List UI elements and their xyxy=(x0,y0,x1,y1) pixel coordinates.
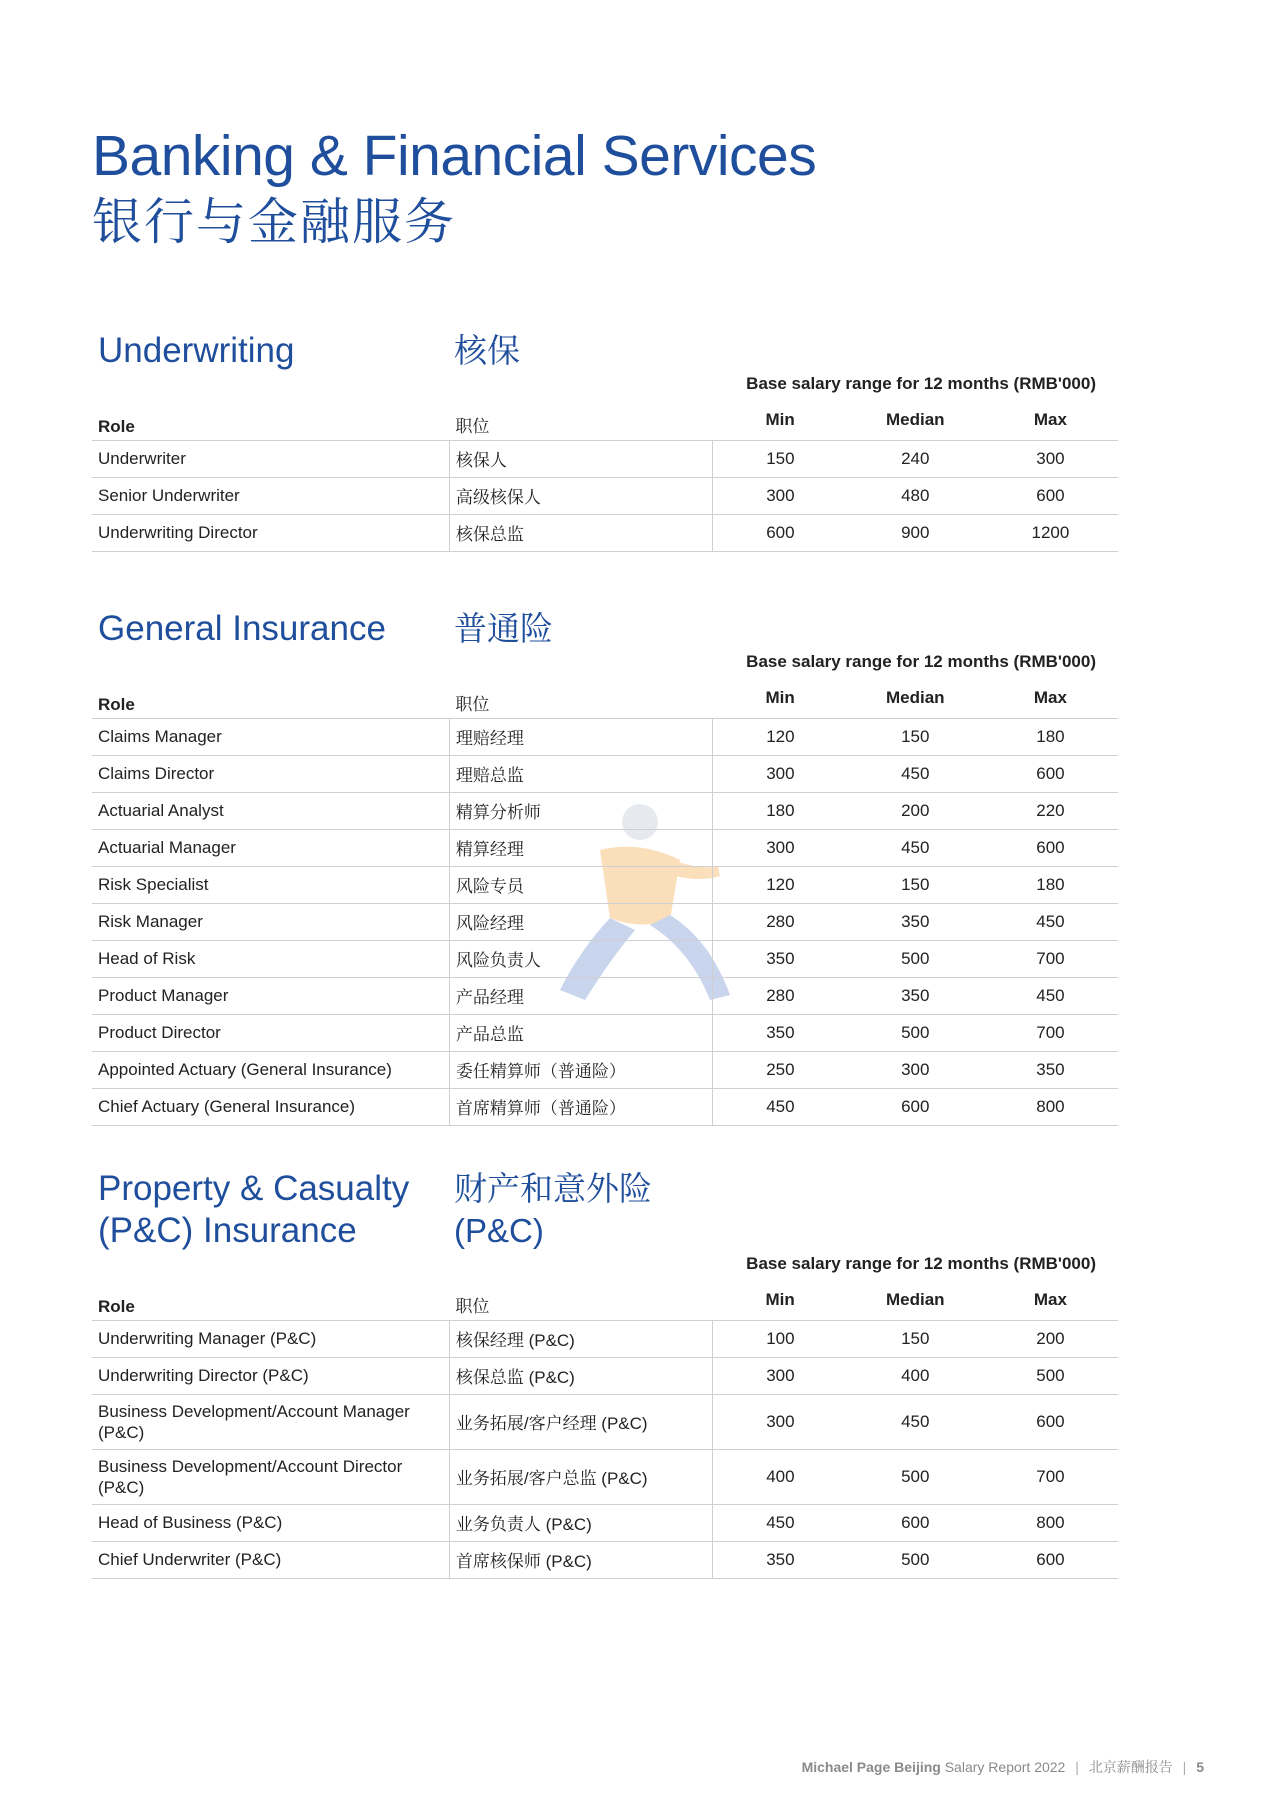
role-cell: Head of Business (P&C) xyxy=(92,1504,449,1541)
salary-table xyxy=(92,1284,1118,1579)
median-cell: 450 xyxy=(848,829,983,866)
col-role: Role xyxy=(92,1284,449,1320)
salary-range-label: Base salary range for 12 months (RMB'000) xyxy=(746,652,1096,671)
min-cell: 450 xyxy=(713,1504,848,1541)
col-max: Max xyxy=(983,1284,1118,1320)
footer-report-cn: 北京薪酬报告 xyxy=(1088,1759,1173,1775)
median-cell: 400 xyxy=(848,1357,983,1394)
table-row xyxy=(92,755,1118,792)
max-cell: 600 xyxy=(983,755,1118,792)
median-cell: 600 xyxy=(848,1504,983,1541)
min-cell: 280 xyxy=(713,977,848,1014)
role-cell: Underwriting Director (P&C) xyxy=(92,1357,449,1394)
role-cell: Chief Underwriter (P&C) xyxy=(92,1541,449,1578)
min-cell: 300 xyxy=(713,1357,848,1394)
role-cn-cell: 风险负责人 xyxy=(449,940,712,977)
role-cn-cell: 精算经理 xyxy=(449,829,712,866)
table-row xyxy=(92,1541,1118,1578)
col-median: Median xyxy=(848,404,983,440)
section-title-cn: 核保 xyxy=(454,332,520,369)
col-role-cn: 职位 xyxy=(449,682,712,718)
col-min: Min xyxy=(713,1284,848,1320)
median-cell: 240 xyxy=(848,440,983,477)
section-title-line2: (P&C) Insurance xyxy=(98,1211,357,1250)
table-row xyxy=(92,1394,1118,1449)
median-cell: 500 xyxy=(848,1014,983,1051)
max-cell: 500 xyxy=(983,1357,1118,1394)
table-row xyxy=(92,514,1118,551)
page-title-cn: 银行与金融服务 xyxy=(92,194,456,250)
max-cell: 1200 xyxy=(983,514,1118,551)
table-row xyxy=(92,477,1118,514)
max-cell: 800 xyxy=(983,1088,1118,1125)
role-cell: Appointed Actuary (General Insurance) xyxy=(92,1051,449,1088)
role-cell: Claims Manager xyxy=(92,718,449,755)
median-cell: 150 xyxy=(848,866,983,903)
salary-table xyxy=(92,404,1118,552)
role-cn-cell: 产品经理 xyxy=(449,977,712,1014)
table-row xyxy=(92,903,1118,940)
table-row xyxy=(92,1504,1118,1541)
median-cell: 450 xyxy=(848,755,983,792)
min-cell: 250 xyxy=(713,1051,848,1088)
max-cell: 200 xyxy=(983,1320,1118,1357)
table-row xyxy=(92,1320,1118,1357)
page-title: Banking & Financial Services xyxy=(92,124,817,188)
min-cell: 600 xyxy=(713,514,848,551)
role-cn-cell: 核保总监 xyxy=(449,514,712,551)
min-cell: 280 xyxy=(713,903,848,940)
col-role-cn: 职位 xyxy=(449,404,712,440)
role-cell: Underwriter xyxy=(92,440,449,477)
table-row xyxy=(92,940,1118,977)
table-row xyxy=(92,866,1118,903)
min-cell: 300 xyxy=(713,1394,848,1449)
role-cn-cell: 首席核保师 (P&C) xyxy=(449,1541,712,1578)
min-cell: 120 xyxy=(713,718,848,755)
footer-divider: | xyxy=(1182,1759,1187,1775)
role-cn-cell: 委任精算师（普通险） xyxy=(449,1051,712,1088)
table-row xyxy=(92,440,1118,477)
role-cell: Head of Risk xyxy=(92,940,449,977)
footer-report: Salary Report 2022 xyxy=(944,1759,1066,1775)
role-cn-cell: 核保总监 (P&C) xyxy=(449,1357,712,1394)
role-cell: Senior Underwriter xyxy=(92,477,449,514)
role-cn-cell: 理赔经理 xyxy=(449,718,712,755)
section-property-casualty xyxy=(92,1168,1118,1571)
max-cell: 600 xyxy=(983,829,1118,866)
role-cell: Actuarial Analyst xyxy=(92,792,449,829)
role-cell: Business Development/Account Manager (P&C) xyxy=(92,1394,449,1449)
min-cell: 180 xyxy=(713,792,848,829)
max-cell: 180 xyxy=(983,866,1118,903)
max-cell: 450 xyxy=(983,903,1118,940)
max-cell: 350 xyxy=(983,1051,1118,1088)
min-cell: 150 xyxy=(713,440,848,477)
table-row xyxy=(92,1014,1118,1051)
median-cell: 600 xyxy=(848,1088,983,1125)
page-footer xyxy=(802,1757,1204,1777)
role-cell: Actuarial Manager xyxy=(92,829,449,866)
max-cell: 700 xyxy=(983,1014,1118,1051)
role-cell: Claims Director xyxy=(92,755,449,792)
max-cell: 600 xyxy=(983,477,1118,514)
table-row xyxy=(92,1449,1118,1504)
role-cell: Risk Specialist xyxy=(92,866,449,903)
col-median: Median xyxy=(848,1284,983,1320)
median-cell: 480 xyxy=(848,477,983,514)
max-cell: 450 xyxy=(983,977,1118,1014)
col-min: Min xyxy=(713,682,848,718)
median-cell: 150 xyxy=(848,1320,983,1357)
section-title-cn: 普通险 xyxy=(454,610,553,647)
table-row xyxy=(92,829,1118,866)
max-cell: 700 xyxy=(983,1449,1118,1504)
table-row xyxy=(92,792,1118,829)
role-cell: Business Development/Account Director (P&C) xyxy=(92,1449,449,1504)
section-title: Underwriting xyxy=(98,331,295,370)
section-title-line1: Property & Casualty xyxy=(98,1169,410,1208)
median-cell: 500 xyxy=(848,1449,983,1504)
min-cell: 400 xyxy=(713,1449,848,1504)
footer-divider: | xyxy=(1075,1759,1079,1775)
role-cell: Risk Manager xyxy=(92,903,449,940)
section-general-insurance xyxy=(92,608,1118,1118)
median-cell: 150 xyxy=(848,718,983,755)
role-cn-cell: 核保经理 (P&C) xyxy=(449,1320,712,1357)
col-min: Min xyxy=(713,404,848,440)
max-cell: 700 xyxy=(983,940,1118,977)
col-max: Max xyxy=(983,682,1118,718)
section-title-cn-line1: 财产和意外险 xyxy=(454,1170,652,1207)
role-cell: Chief Actuary (General Insurance) xyxy=(92,1088,449,1125)
role-cn-cell: 风险专员 xyxy=(449,866,712,903)
col-role: Role xyxy=(92,404,449,440)
median-cell: 450 xyxy=(848,1394,983,1449)
min-cell: 350 xyxy=(713,1014,848,1051)
col-median: Median xyxy=(848,682,983,718)
median-cell: 500 xyxy=(848,1541,983,1578)
table-row xyxy=(92,1051,1118,1088)
salary-range-label: Base salary range for 12 months (RMB'000) xyxy=(746,1254,1096,1273)
median-cell: 300 xyxy=(848,1051,983,1088)
max-cell: 800 xyxy=(983,1504,1118,1541)
max-cell: 220 xyxy=(983,792,1118,829)
max-cell: 600 xyxy=(983,1541,1118,1578)
median-cell: 350 xyxy=(848,977,983,1014)
role-cell: Underwriting Director xyxy=(92,514,449,551)
max-cell: 300 xyxy=(983,440,1118,477)
role-cn-cell: 首席精算师（普通险） xyxy=(449,1088,712,1125)
page-number: 5 xyxy=(1196,1759,1204,1775)
table-row xyxy=(92,977,1118,1014)
role-cell: Underwriting Manager (P&C) xyxy=(92,1320,449,1357)
max-cell: 180 xyxy=(983,718,1118,755)
section-title xyxy=(98,1168,409,1252)
section-underwriting xyxy=(92,330,1118,544)
role-cn-cell: 高级核保人 xyxy=(449,477,712,514)
role-cn-cell: 精算分析师 xyxy=(449,792,712,829)
min-cell: 300 xyxy=(713,477,848,514)
role-cn-cell: 业务拓展/客户总监 (P&C) xyxy=(449,1449,712,1504)
salary-range-label: Base salary range for 12 months (RMB'000) xyxy=(746,374,1096,393)
median-cell: 900 xyxy=(848,514,983,551)
role-cn-cell: 产品总监 xyxy=(449,1014,712,1051)
median-cell: 350 xyxy=(848,903,983,940)
median-cell: 500 xyxy=(848,940,983,977)
min-cell: 300 xyxy=(713,755,848,792)
table-row xyxy=(92,1357,1118,1394)
min-cell: 350 xyxy=(713,940,848,977)
section-title-cn-line2: (P&C) xyxy=(454,1212,544,1249)
col-role-cn: 职位 xyxy=(449,1284,712,1320)
min-cell: 120 xyxy=(713,866,848,903)
footer-brand: Michael Page Beijing xyxy=(801,1759,941,1775)
col-role: Role xyxy=(92,682,449,718)
min-cell: 100 xyxy=(713,1320,848,1357)
role-cn-cell: 核保人 xyxy=(449,440,712,477)
min-cell: 350 xyxy=(713,1541,848,1578)
role-cn-cell: 理赔总监 xyxy=(449,755,712,792)
median-cell: 200 xyxy=(848,792,983,829)
max-cell: 600 xyxy=(983,1394,1118,1449)
role-cn-cell: 业务拓展/客户经理 (P&C) xyxy=(449,1394,712,1449)
section-title-cn xyxy=(454,1168,652,1252)
section-title: General Insurance xyxy=(98,609,386,648)
salary-table xyxy=(92,682,1118,1126)
role-cn-cell: 风险经理 xyxy=(449,903,712,940)
table-row xyxy=(92,1088,1118,1125)
role-cell: Product Manager xyxy=(92,977,449,1014)
role-cn-cell: 业务负责人 (P&C) xyxy=(449,1504,712,1541)
col-max: Max xyxy=(983,404,1118,440)
table-row xyxy=(92,718,1118,755)
min-cell: 450 xyxy=(713,1088,848,1125)
role-cell: Product Director xyxy=(92,1014,449,1051)
min-cell: 300 xyxy=(713,829,848,866)
